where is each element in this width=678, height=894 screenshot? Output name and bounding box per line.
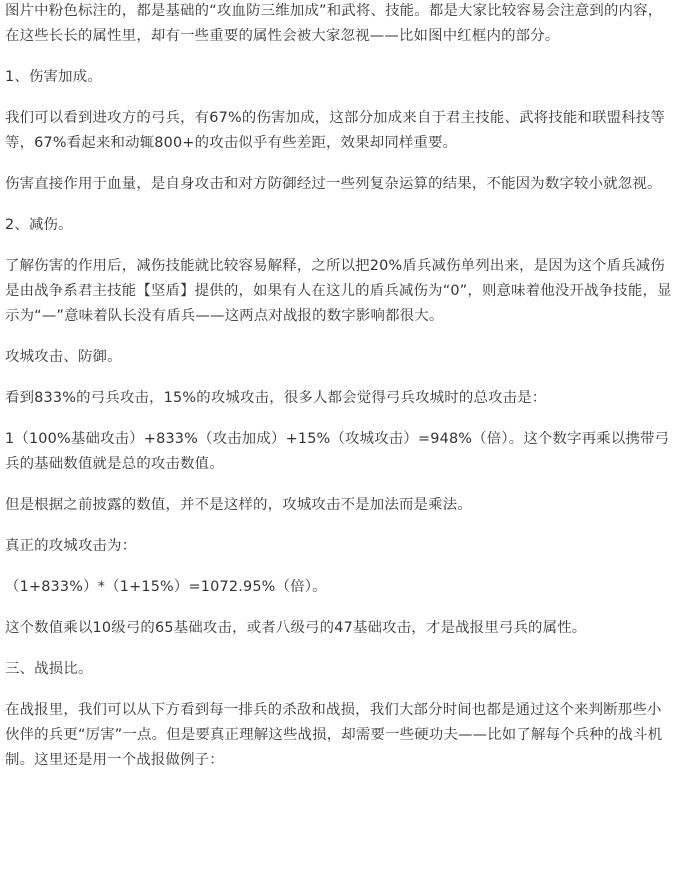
section-heading-loss-ratio: 三、战损比。 — [5, 661, 93, 677]
paragraph-siege-formula-wrong: 1（100%基础攻击）+833%（攻击加成）+15%（攻城攻击）=948%（倍）。这个数字再乘以携带弓兵的基础数值就是总的攻击数值。 — [5, 431, 670, 472]
paragraph-siege-formula-correct: （1+833%）*（1+15%）=1072.95%（倍）。 — [5, 579, 327, 595]
paragraph-damage-bonus: 我们可以看到进攻方的弓兵，有67%的伤害加成，这部分加成来自于君主技能、武将技能和联盟科技等等，67%看起来和动辄800+的攻击似乎有些差距，效果却同样重要。 — [5, 110, 665, 151]
paragraph-siege-correction: 但是根据之前披露的数值，并不是这样的，攻城攻击不是加法而是乘法。 — [5, 497, 472, 513]
paragraph-damage-effect: 伤害直接作用于血量，是自身攻击和对方防御经过一些列复杂运算的结果，不能因为数字较小就忽视。 — [5, 176, 662, 192]
section-heading-damage-bonus: 1、伤害加成。 — [5, 69, 102, 85]
paragraph-siege-intro: 看到833%的弓兵攻击，15%的攻城攻击，很多人都会觉得弓兵攻城时的总攻击是： — [5, 390, 547, 406]
paragraph-siege-base-values: 这个数值乘以10级弓的65基础攻击，或者八级弓的47基础攻击，才是战报里弓兵的属性。 — [5, 620, 587, 636]
section-heading-siege: 攻城攻击、防御。 — [5, 349, 122, 365]
paragraph-intro: 图片中粉色标注的，都是基础的“攻血防三维加成”和武将、技能。都是大家比较容易会注意到的内容，在这些长长的属性里，却有一些重要的属性会被大家忽视——比如图中红框内的部分。 — [5, 3, 663, 44]
section-heading-damage-reduction: 2、减伤。 — [5, 217, 73, 233]
paragraph-loss-ratio: 在战报里，我们可以从下方看到每一排兵的杀敌和战损，我们大部分时间也都是通过这个来判断那些小伙伴的兵更“厉害”一点。但是要真正理解这些战损，却需要一些硬功夫——比如了解每个兵种的战斗机制。这里还是用一个战报做例子： — [5, 702, 663, 768]
paragraph-siege-true-label: 真正的攻城攻击为： — [5, 538, 137, 554]
paragraph-damage-reduction: 了解伤害的作用后，减伤技能就比较容易解释，之所以把20%盾兵减伤单列出来，是因为这个盾兵减伤是由战争系君主技能【坚盾】提供的，如果有人在这儿的盾兵减伤为“0”，则意味着他没开战争技能，显示为“—”意味着队长没有盾兵——这两点对战报的数字影响都很大。 — [5, 258, 672, 324]
